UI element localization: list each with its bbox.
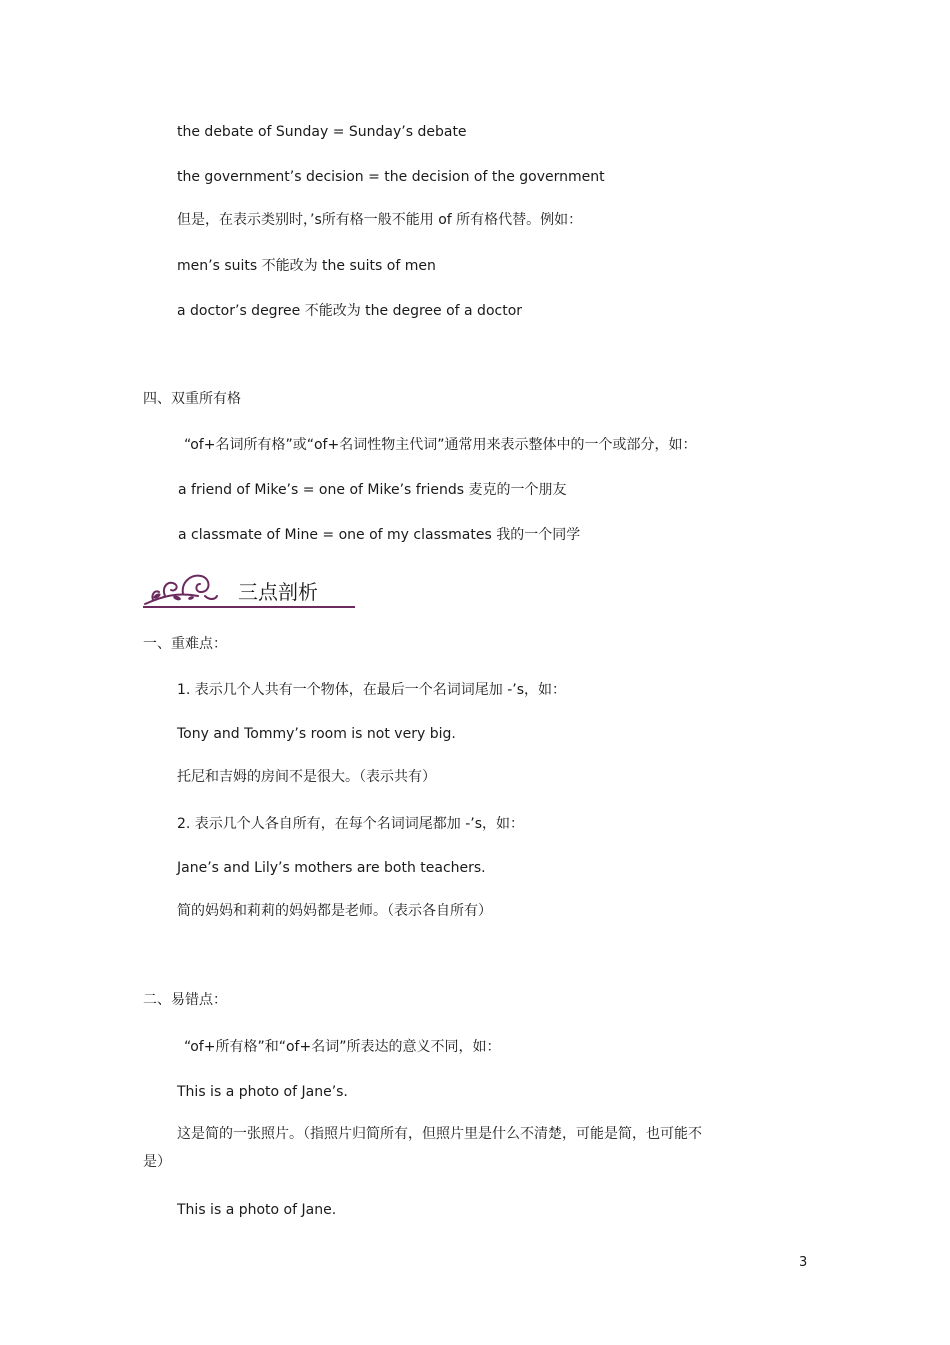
line-5: a doctor’s degree 不能改为 the degree of a doctor [177,303,523,319]
line-21: 是） [143,1154,171,1170]
line-18: “of+所有格”和“of+名词”所表达的意义不同，如： [184,1039,501,1055]
line-16: 简的妈妈和莉莉的妈妈都是老师。（表示各自所有） [177,903,492,919]
section-heading-common-errors: 二、易错点： [143,992,227,1008]
line-15: Jane’s and Lily’s mothers are both teachers. [177,860,486,876]
line-7: “of+名词所有格”或“of+名词性物主代词”通常用来表示整体中的一个或部分，如： [184,437,697,453]
line-12: Tony and Tommy’s room is not very big. [177,726,456,742]
line-11: 1. 表示几个人共有一个物体，在最后一个名词词尾加 -’s，如： [177,682,567,698]
line-20: 这是简的一张照片。（指照片归简所有，但照片里是什么不清楚，可能是简，也可能不 [177,1126,702,1142]
line-2: the government’s decision = the decision of the government [177,169,605,185]
line-19: This is a photo of Jane’s. [177,1084,348,1100]
section-heading-key-points: 一、重难点： [143,636,227,652]
line-13: 托尼和吉姆的房间不是很大。（表示共有） [177,769,436,785]
banner-underline [143,606,355,608]
line-9: a classmate of Mine = one of my classmates 我的一个同学 [178,527,581,543]
page-number: 3 [799,1255,808,1270]
line-4: men’s suits 不能改为 the suits of men [177,258,436,274]
line-3: 但是，在表示类别时，’s所有格一般不能用 of 所有格代替。例如： [177,212,583,228]
line-14: 2. 表示几个人各自所有，在每个名词词尾都加 -’s，如： [177,816,525,832]
banner-title: 三点剖析 [238,580,318,604]
floral-flourish-icon [143,566,223,606]
line-8: a friend of Mike’s = one of Mike’s friends 麦克的一个朋友 [178,482,567,498]
section-banner [143,566,355,608]
line-1: the debate of Sunday = Sunday’s debate [177,124,467,140]
section-heading-double-possessive: 四、双重所有格 [143,391,241,407]
line-22: This is a photo of Jane. [177,1202,337,1218]
